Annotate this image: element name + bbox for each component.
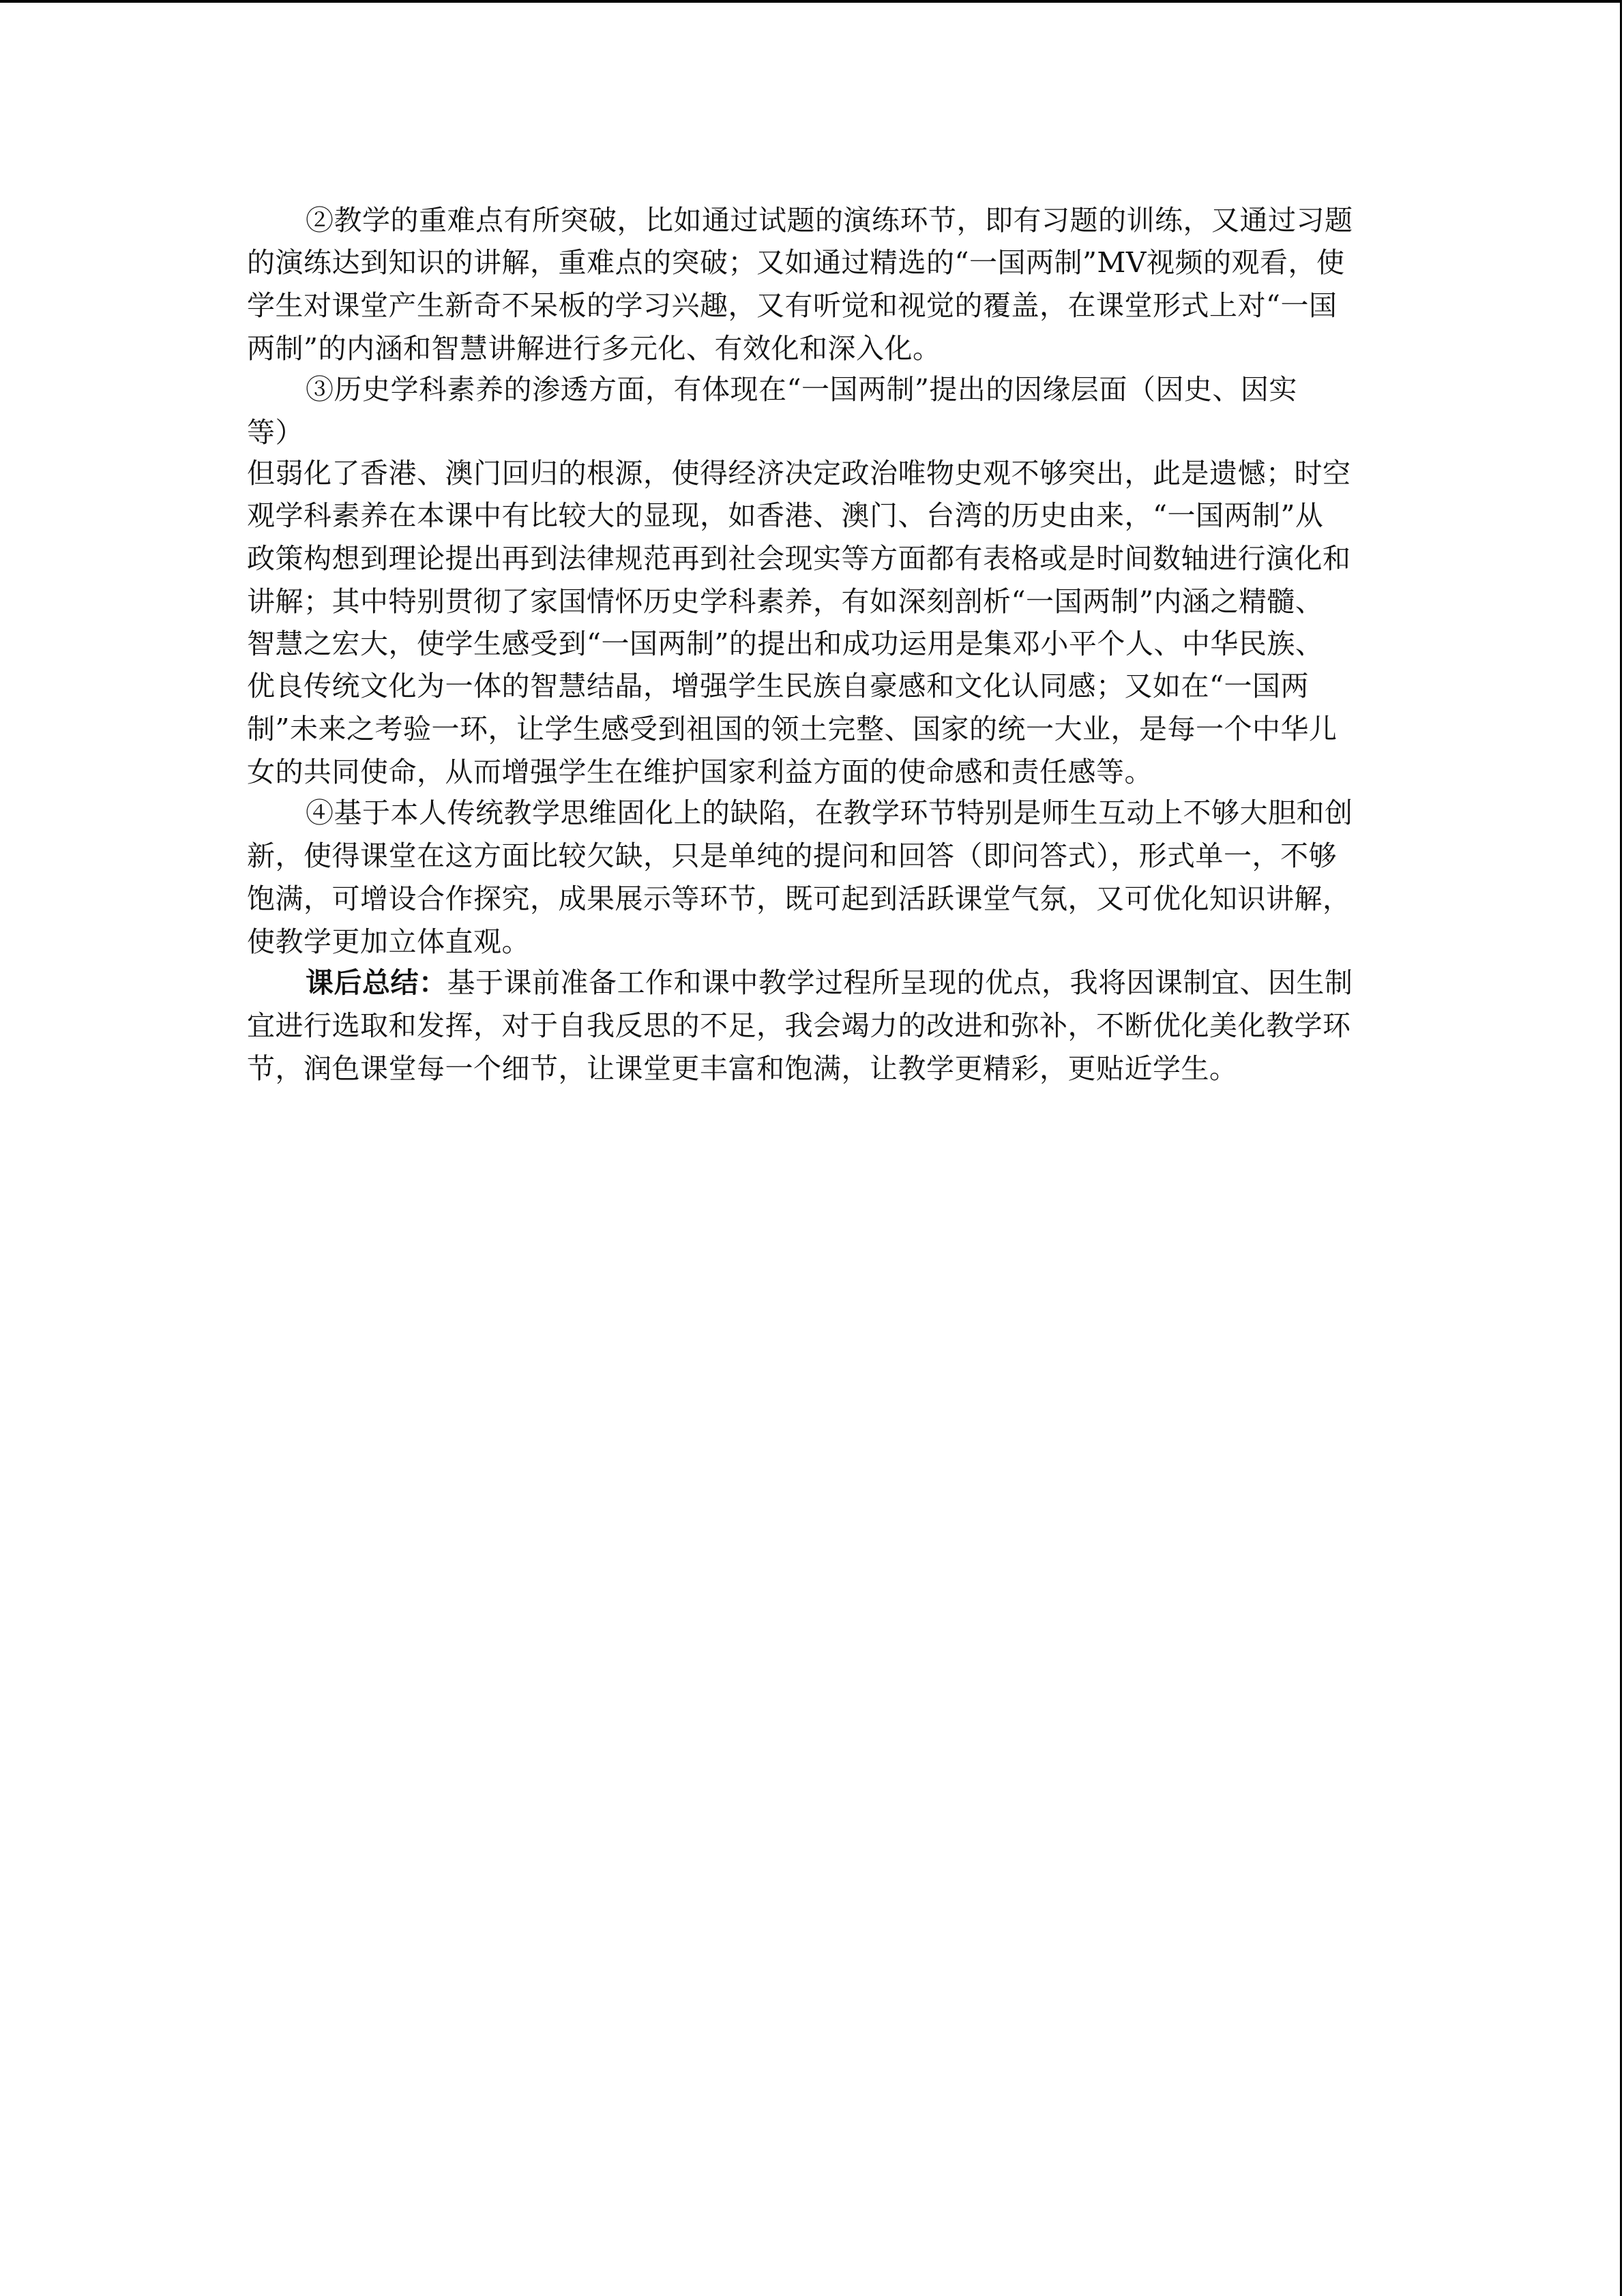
summary-label: 课后总结： bbox=[306, 966, 447, 999]
para-4-line-4: 使教学更加立体直观。 bbox=[247, 925, 530, 958]
para-2-line-4: 两制”的内涵和智慧讲解进行多元化、有效化和深入化。 bbox=[247, 332, 941, 365]
para-3-line-10: 女的共同使命，从而增强学生在维护国家利益方面的使命感和责任感等。 bbox=[247, 756, 1153, 788]
para-2-line-3: 学生对课堂产生新奇不呆板的学习兴趣，又有听觉和视觉的覆盖，在课堂形式上对“一国 bbox=[247, 289, 1338, 322]
summary-line-1 bbox=[247, 961, 1353, 1004]
para-3-line-5: 政策构想到理论提出再到法律规范再到社会现实等方面都有表格或是时间数轴进行演化和 bbox=[247, 542, 1351, 575]
para-3-line-2: 等） bbox=[247, 416, 304, 449]
para-3-line-7: 智慧之宏大，使学生感受到“一国两制”的提出和成功运用是集邓小平个人、中华民族、 bbox=[247, 627, 1324, 660]
para-4-line-2: 新，使得课堂在这方面比较欠缺，只是单纯的提问和回答（即问答式），形式单一，不够 bbox=[247, 839, 1337, 872]
para-2-line-1: ②教学的重难点有所突破，比如通过试题的演练环节，即有习题的训练，又通过习题 bbox=[306, 204, 1353, 237]
para-3-line-9: 制”未来之考验一环，让学生感受到祖国的领土完整、国家的统一大业，是每一个中华儿 bbox=[247, 713, 1338, 745]
para-3-line-4: 观学科素养在本课中有比较大的显现，如香港、澳门、台湾的历史由来，“一国两制”从 bbox=[247, 499, 1324, 532]
para-3-line-8: 优良传统文化为一体的智慧结晶，增强学生民族自豪感和文化认同感；又如在“一国两 bbox=[247, 670, 1309, 702]
para-3-line-6: 讲解；其中特别贯彻了家国情怀历史学科素养，有如深刻剖析“一国两制”内涵之精髓、 bbox=[247, 585, 1324, 618]
para-4-line-3: 饱满，可增设合作探究，成果展示等环节，既可起到活跃课堂气氛，又可优化知识讲解， bbox=[247, 882, 1351, 915]
para-2-line-2: 的演练达到知识的讲解，重难点的突破；又如通过精选的“一国两制”MV视频的观看，使 bbox=[247, 246, 1345, 279]
summary-line-2: 宜进行选取和发挥，对于自我反思的不足，我会竭力的改进和弥补，不断优化美化教学环 bbox=[247, 1009, 1351, 1042]
summary-line-3: 节，润色课堂每一个细节，让课堂更丰富和饱满，让教学更精彩，更贴近学生。 bbox=[247, 1052, 1238, 1085]
para-4-line-1: ④基于本人传统教学思维固化上的缺陷，在教学环节特别是师生互动上不够大胆和创 bbox=[306, 796, 1353, 829]
para-3-line-1: ③历史学科素养的渗透方面，有体现在“一国两制”提出的因缘层面（因史、因实 bbox=[306, 373, 1297, 406]
para-3-line-3: 但弱化了香港、澳门回归的根源，使得经济决定政治唯物史观不够突出，此是遗憾；时空 bbox=[247, 457, 1351, 490]
summary-line-1-text: 基于课前准备工作和课中教学过程所呈现的优点，我将因课制宜、因生制 bbox=[447, 966, 1353, 999]
